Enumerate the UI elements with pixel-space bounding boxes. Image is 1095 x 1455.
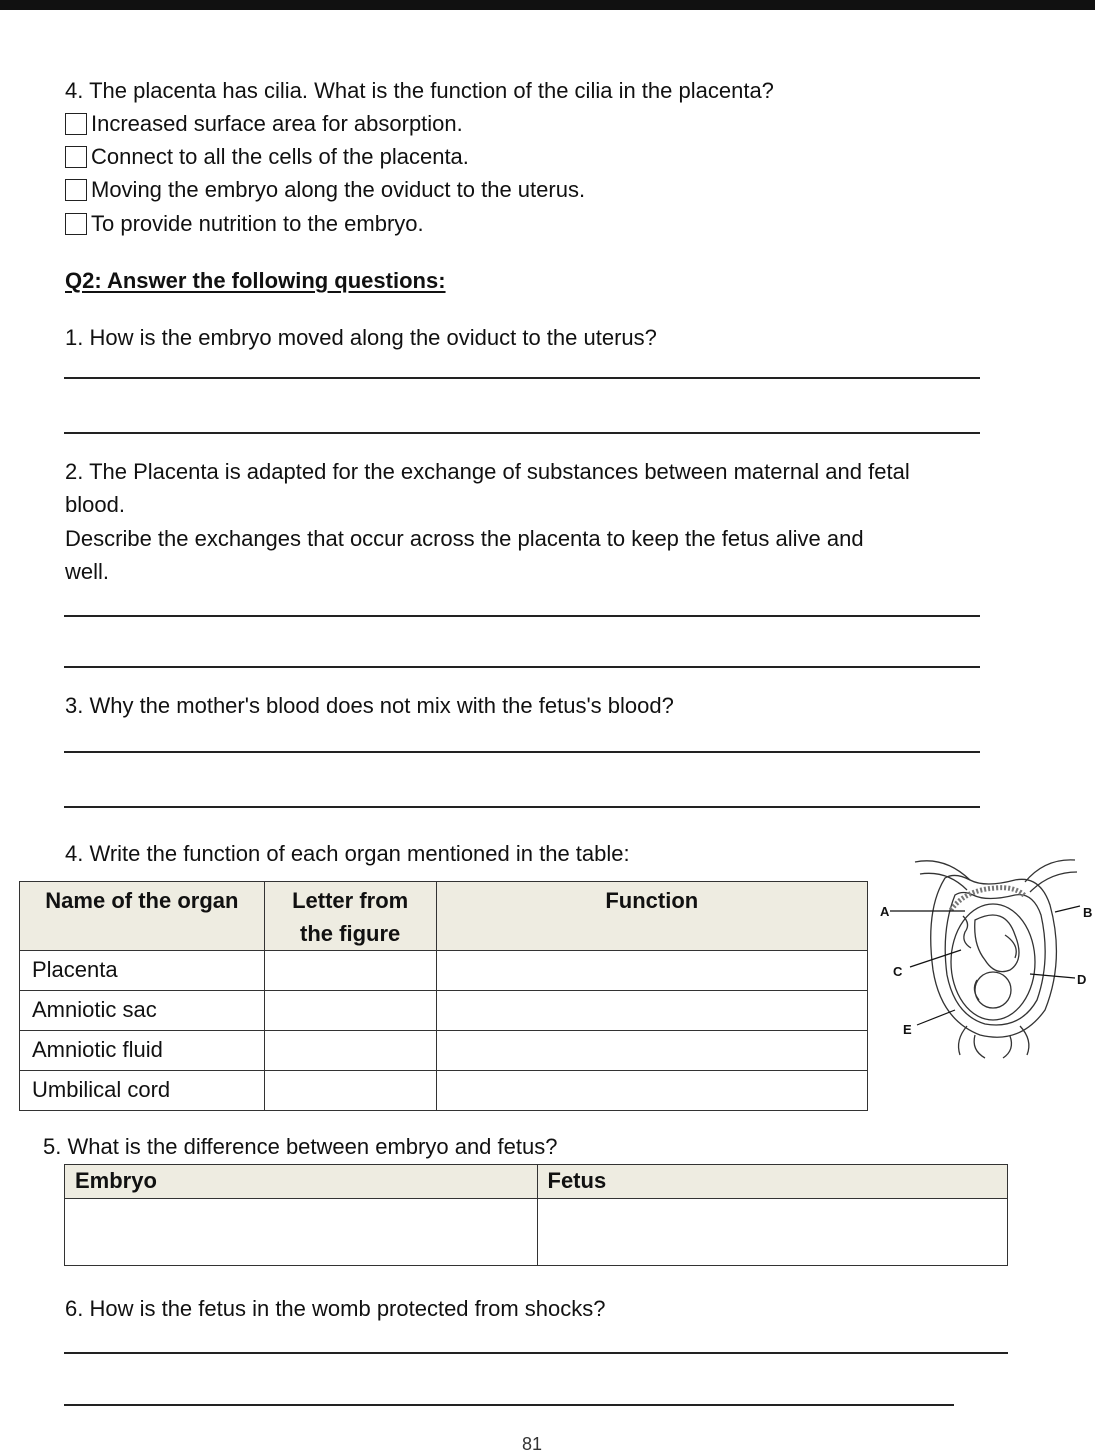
checkbox[interactable] [65,146,87,168]
answer-line[interactable] [64,377,980,379]
organ-name: Umbilical cord [20,1071,265,1111]
label-e: E [903,1022,912,1037]
letter-cell[interactable] [264,1031,436,1071]
function-cell[interactable] [436,991,867,1031]
question-2-line-1: 2. The Placenta is adapted for the exchange of substances between maternal and fetal [65,459,910,484]
header-function: Function [436,882,867,951]
mcq-question: 4. The placenta has cilia. What is the function of the cilia in the placenta? [65,78,774,103]
letter-cell[interactable] [264,1071,436,1111]
header-letter [264,882,436,951]
mcq-option-4[interactable] [65,211,424,237]
fetus-answer-cell[interactable] [537,1199,1008,1266]
table-header-row [20,882,868,951]
label-b: B [1083,905,1093,920]
letter-cell[interactable] [264,991,436,1031]
page-number: 81 [522,1434,543,1454]
embryo-fetus-table [64,1164,1008,1266]
question-5: 5. What is the difference between embryo and fetus? [43,1134,558,1159]
option-label: To provide nutrition to the embryo. [91,211,424,236]
question-2-line-2: blood. [65,492,125,517]
organ-table [19,881,868,1111]
section-heading: Q2: Answer the following questions: [65,268,446,293]
question-6: 6. How is the fetus in the womb protected from shocks? [65,1296,606,1321]
question-3: 3. Why the mother's blood does not mix with the fetus's blood? [65,693,674,718]
answer-line[interactable] [64,1352,1008,1354]
function-cell[interactable] [436,1031,867,1071]
answer-line[interactable] [64,751,980,753]
function-cell[interactable] [436,1071,867,1111]
answer-line[interactable] [64,1404,954,1406]
question-4: 4. Write the function of each organ mentioned in the table: [65,841,630,866]
option-label: Increased surface area for absorption. [91,111,463,136]
organ-name: Amniotic sac [20,991,265,1031]
table-row [20,1031,868,1071]
header-organ-name: Name of the organ [20,882,265,951]
header-fetus: Fetus [537,1165,1008,1199]
question-2-line-4: well. [65,559,110,584]
checkbox[interactable] [65,179,87,201]
label-c: C [893,964,903,979]
organ-name: Placenta [20,951,265,991]
leader-line-c [910,950,961,967]
answer-line[interactable] [64,432,980,434]
top-border-bar [0,0,1095,10]
header-letter-line-2: the figure [300,921,401,946]
mcq-option-1[interactable] [65,111,463,137]
answer-line[interactable] [64,666,980,668]
table-row [20,1071,868,1111]
checkbox[interactable] [65,213,87,235]
question-1: 1. How is the embryo moved along the oviduct to the uterus? [65,325,657,350]
leader-line-d [1030,974,1075,978]
header-embryo: Embryo [65,1165,538,1199]
organ-name: Amniotic fluid [20,1031,265,1071]
answer-line[interactable] [64,615,980,617]
option-label: Connect to all the cells of the placenta. [91,144,469,169]
leader-line-e [917,1010,955,1025]
table-row [65,1199,1008,1266]
table-header-row [65,1165,1008,1199]
mcq-option-2[interactable] [65,144,469,170]
label-a: A [880,904,890,919]
question-2-line-3: Describe the exchanges that occur across the placenta to keep the fetus alive and [65,526,864,551]
header-letter-line-1: Letter from [292,888,409,913]
function-cell[interactable] [436,951,867,991]
mcq-option-3[interactable] [65,177,585,203]
option-label: Moving the embryo along the oviduct to the uterus. [91,177,586,202]
checkbox[interactable] [65,113,87,135]
embryo-answer-cell[interactable] [65,1199,538,1266]
fetus-womb-figure [875,850,1095,1070]
letter-cell[interactable] [264,951,436,991]
label-d: D [1077,972,1087,987]
table-row [20,991,868,1031]
leader-line-b [1055,906,1080,912]
table-row [20,951,868,991]
answer-line[interactable] [64,806,980,808]
